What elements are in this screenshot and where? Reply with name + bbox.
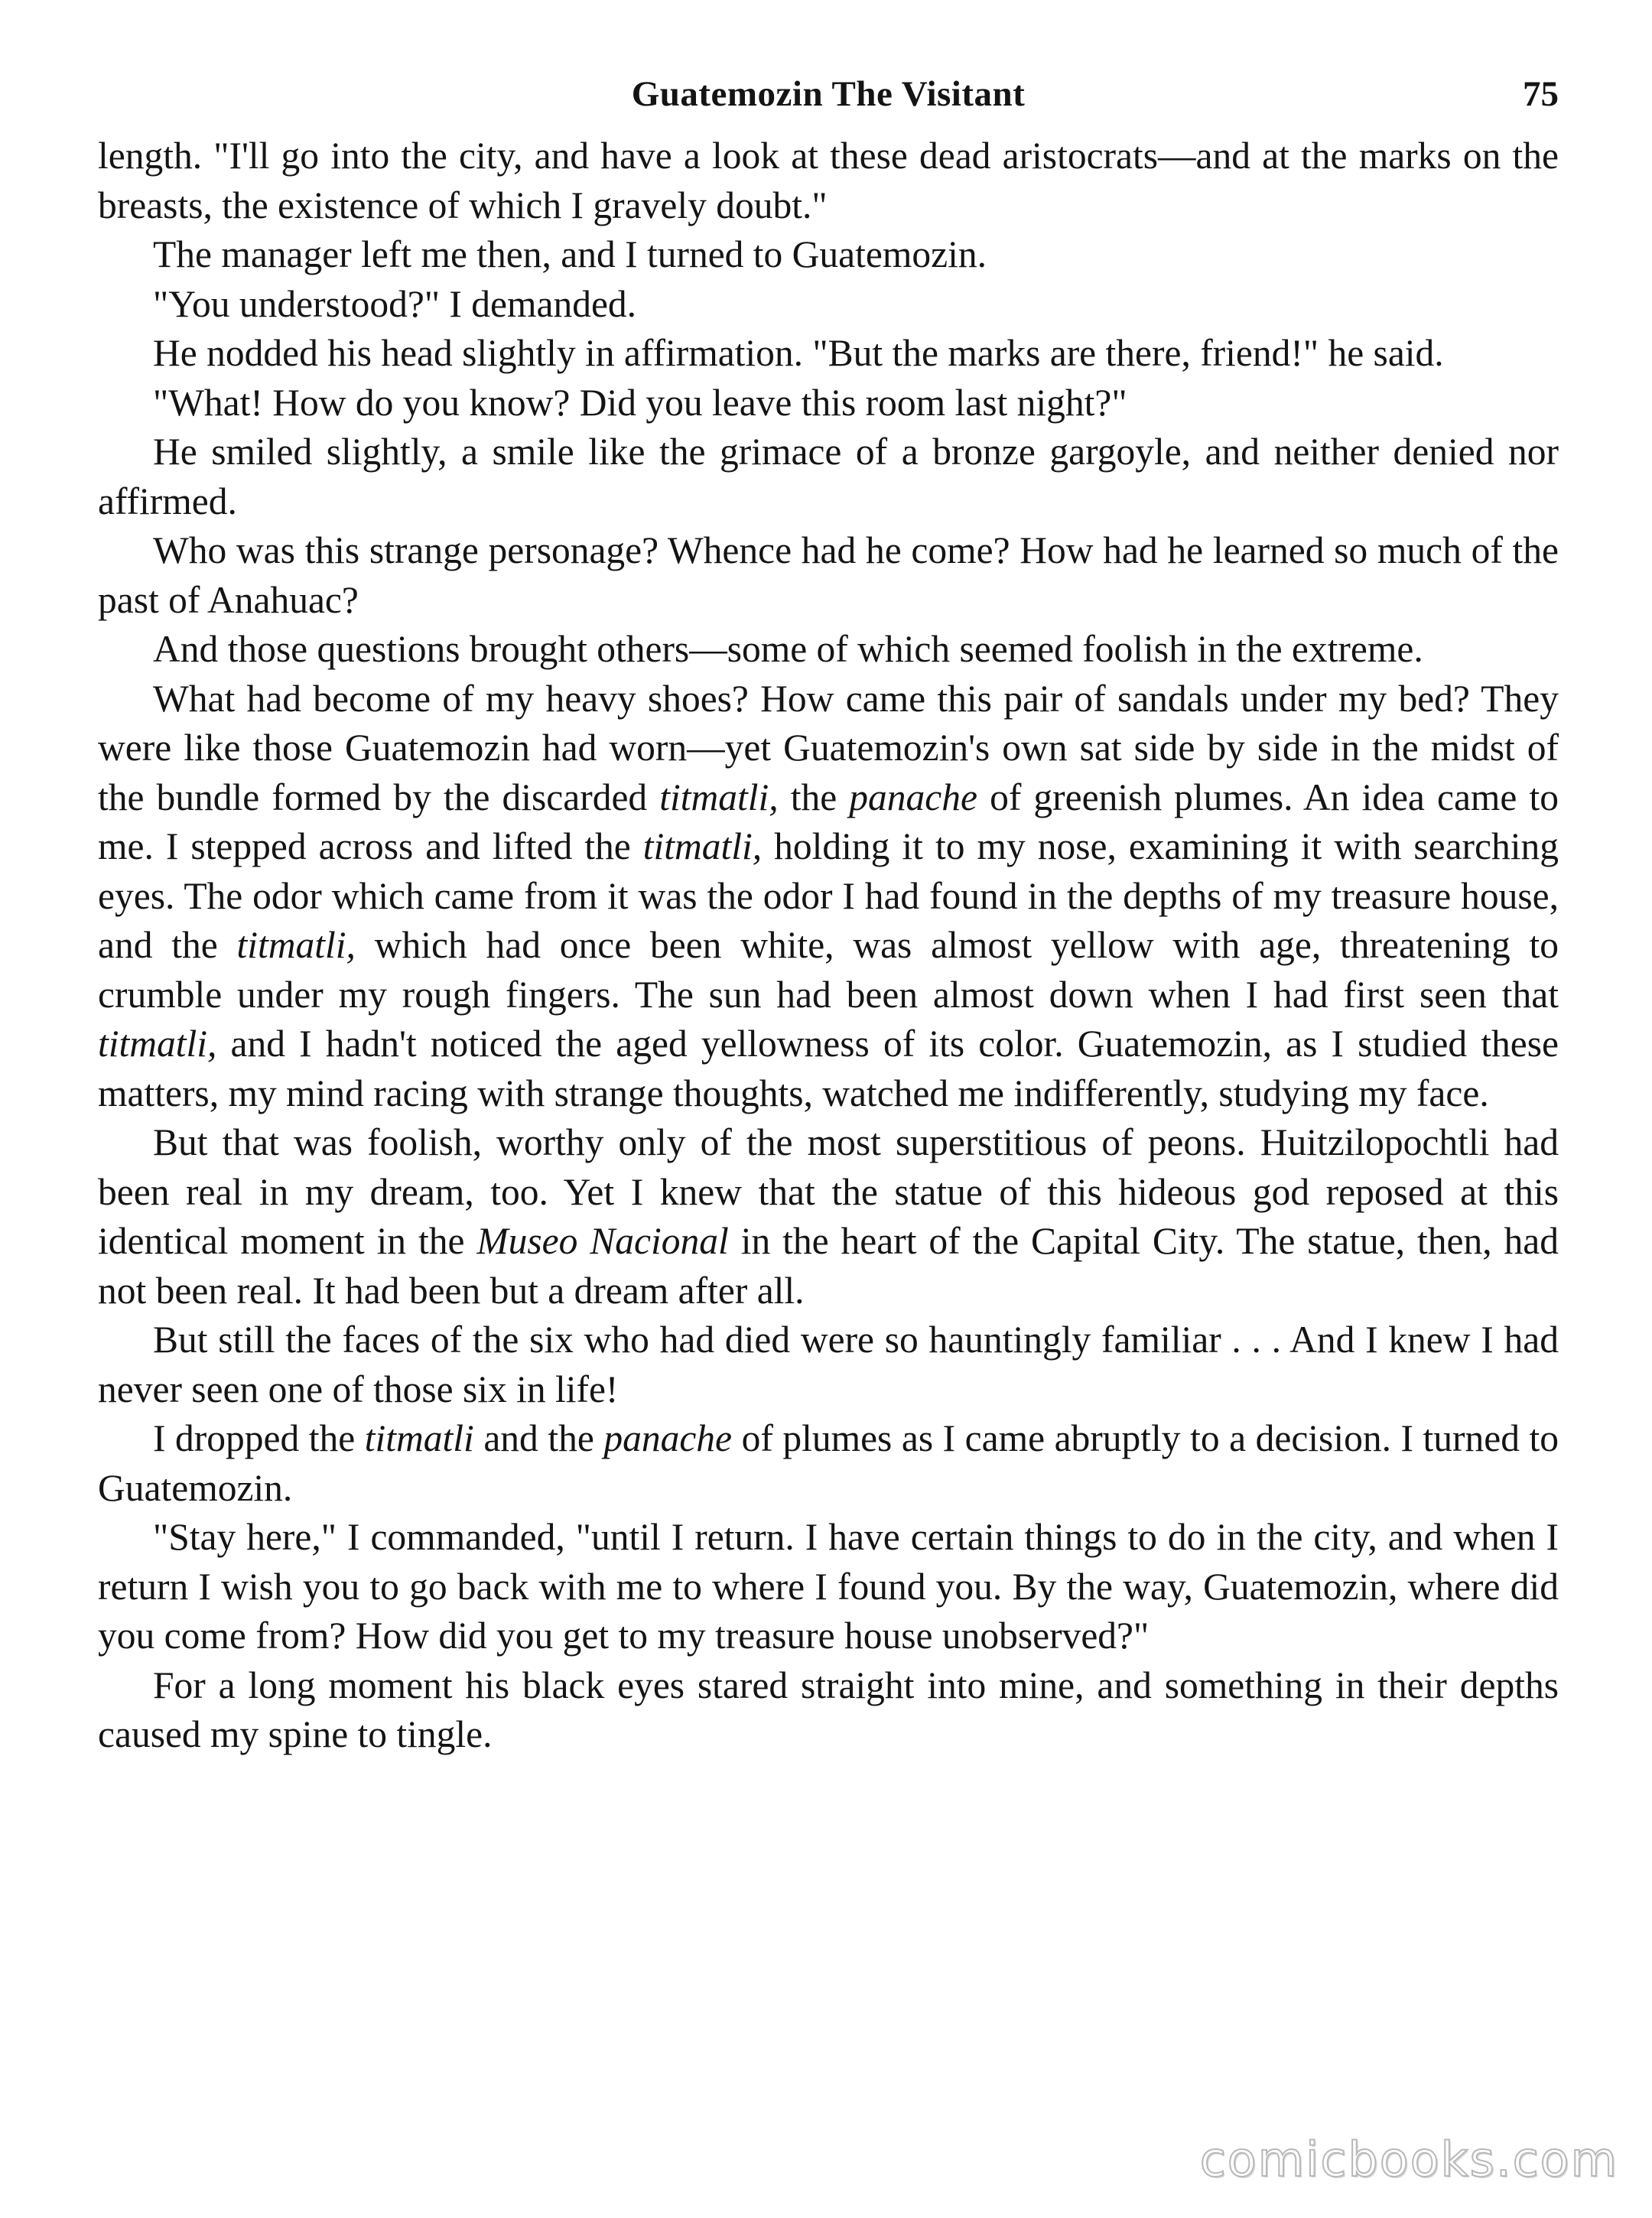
paragraph [98,526,1559,625]
text-segment: He nodded his head slightly in affirmation. "But the marks are there, friend!" he said. [153,332,1444,374]
text-segment: in the heart of the Capital City. The statue, then, had not been real. It had been but a dream after all. [98,1220,1559,1312]
paragraph [98,1118,1559,1316]
italic-text: Museo Nacional [476,1220,729,1262]
paragraph [98,1316,1559,1414]
paragraph [98,1661,1559,1760]
running-header [98,73,1559,125]
italic-text: titmatli, [642,825,763,867]
italic-text: titmatli, [236,924,356,966]
paragraph [98,1414,1559,1513]
text-segment: "Stay here," I commanded, "until I return. I have certain things to do in the city, and when I return I wish you to go back with me to where I found you. By the way, Guatemozin, where did you come from? How did you get to my treasure house unobserved?" [98,1516,1559,1657]
text-segment: For a long moment his black eyes stared straight into mine, and something in their depths caused my spine to tingle. [98,1664,1559,1755]
text-segment: of plumes as I came abruptly to a decision. I turned to Guatemozin. [98,1417,1559,1509]
paragraph [98,280,1559,330]
text-segment: And those questions brought others—some of which seemed foolish in the extreme. [153,628,1423,670]
text-segment: and I hadn't noticed the aged yellowness of its color. Guatemozin, as I studied these matters, my mind racing with strange thoughts, watched me indifferently, studying my face. [98,1023,1559,1114]
watermark: comicbooks.com [1199,2132,1618,2187]
text-segment: the [778,776,850,818]
text-segment: He smiled slightly, a smile like the grimace of a bronze gargoyle, and neither denied nor affirmed. [98,431,1559,522]
text-segment: holding it to my nose, examining it with searching eyes. The odor which came from it was the odor I had found in the depths of my treasure house, and the [98,825,1559,966]
paragraph [98,329,1559,379]
text-segment: length. "I'll go into the city, and have a look at these dead aristocrats—and at the marks on the breasts, the existence of which I gravely doubt." [98,135,1559,226]
text-segment: which had once been white, was almost yellow with age, threatening to crumble under my rough fingers. The sun had been almost down when I had first seen that [98,924,1559,1016]
text-segment: "You understood?" I demanded. [153,282,637,325]
italic-text: titmatli, [659,776,779,818]
text-segment: I dropped the [153,1417,365,1459]
book-page [98,73,1559,1760]
italic-text: titmatli, [98,1023,217,1065]
paragraph [98,625,1559,675]
italic-text: panache [603,1417,733,1459]
text-segment: The manager left me then, and I turned to Guatemozin. [153,233,987,275]
text-segment: But still the faces of the six who had died were so hauntingly familiar . . . And I knew I had never seen one of those six in life! [98,1319,1559,1410]
paragraph [98,675,1559,1119]
text-segment: "What! How do you know? Did you leave this room last night?" [153,381,1127,424]
paragraph [98,132,1559,230]
italic-text: titmatli [364,1417,474,1459]
running-title: Guatemozin The Visitant [631,74,1026,114]
italic-text: panache [849,776,977,818]
text-segment: Who was this strange personage? Whence had he come? How had he learned so much of the past of Anahuac? [98,529,1559,621]
paragraph [98,428,1559,526]
text-segment: What had become of my heavy shoes? How came this pair of sandals under my bed? They were like those Guatemozin had worn—yet Guatemozin's own sat side by side in the midst of the bundle formed by the discarded [98,677,1559,818]
text-segment: and the [473,1417,604,1459]
paragraph [98,230,1559,280]
body-text [98,132,1559,1760]
page-number: 75 [1523,74,1559,114]
text-segment: of greenish plumes. An idea came to me. I stepped across and lifted the [98,776,1559,867]
text-segment: But that was foolish, worthy only of the most superstitious of peons. Huitzilopochtli had been real in my dream, too. Yet I knew that the statue of this hideous god reposed at this identical moment in the [98,1121,1559,1262]
paragraph [98,1513,1559,1661]
paragraph [98,379,1559,428]
